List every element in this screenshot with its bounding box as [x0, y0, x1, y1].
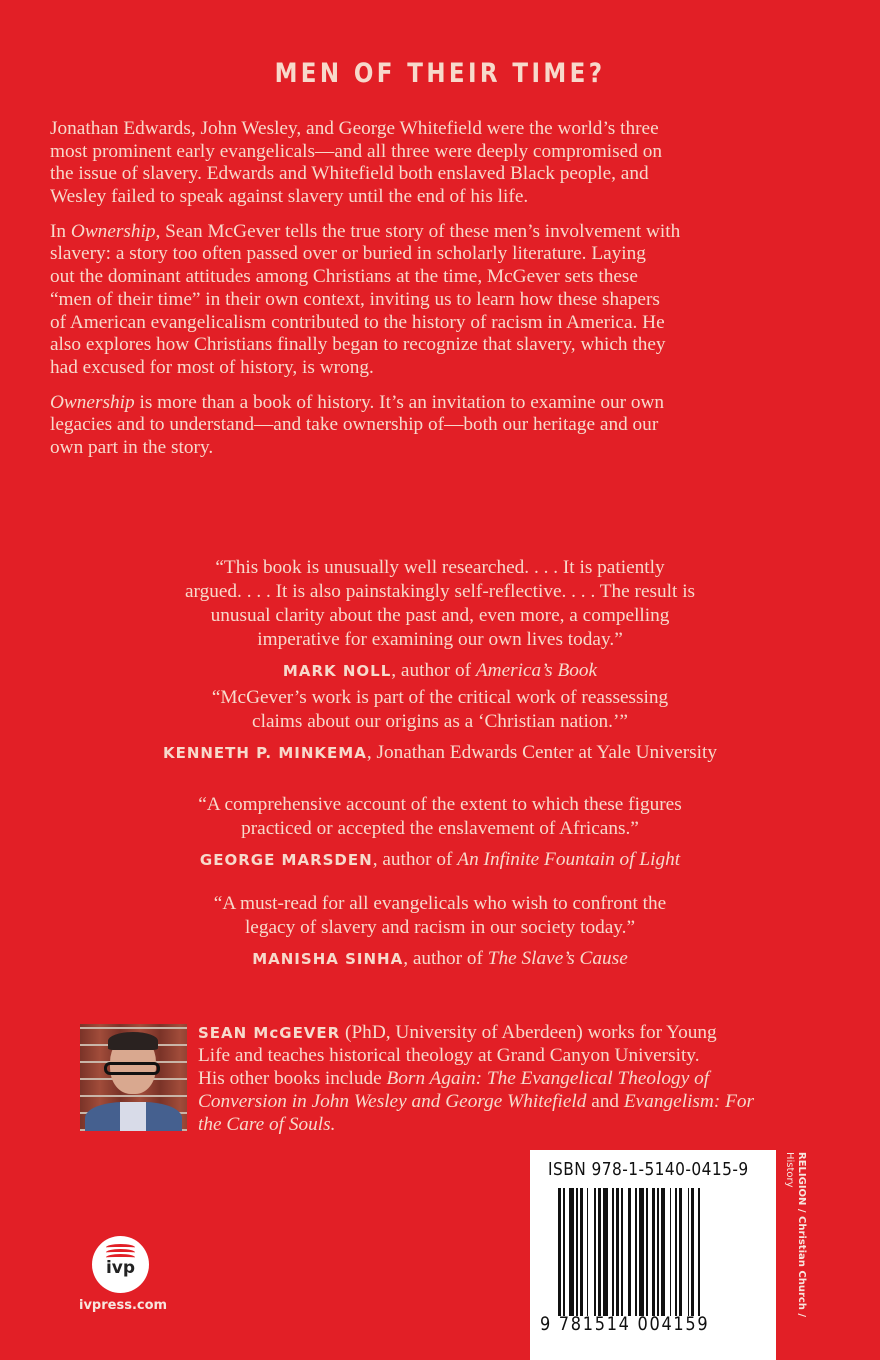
quote-line: imperative for examining our own lives today.”	[257, 629, 623, 650]
endorsement-quote	[0, 686, 880, 764]
endorsement-quote	[0, 793, 880, 871]
barcode-bar	[691, 1188, 694, 1316]
bio-line	[198, 1067, 838, 1090]
barcode-bar	[670, 1188, 672, 1316]
barcode-bar	[661, 1188, 666, 1316]
barcode-bar	[612, 1188, 614, 1316]
barcode-bar	[569, 1188, 574, 1316]
bio-line	[198, 1021, 838, 1044]
quote-line: claims about our origins as a ‘Christian nation.’”	[252, 711, 628, 732]
barcode-bar	[587, 1188, 589, 1316]
barcode-bar	[657, 1188, 659, 1316]
barcode-bar	[635, 1188, 637, 1316]
barcode-number: 9 781514 004159	[540, 1313, 710, 1335]
text-segment: His other books include	[198, 1068, 387, 1089]
text-line	[50, 414, 840, 437]
barcode-bar	[594, 1188, 596, 1316]
text-segment: out the dominant attitudes among Christians at the time, McGever sets these	[50, 266, 638, 288]
barcode-bar	[639, 1188, 644, 1316]
publisher-website[interactable]: ivpress.com	[79, 1298, 168, 1313]
quote-line: argued. . . . It is also painstakingly self-reflective. . . . The result is	[184, 581, 696, 602]
text-line	[50, 243, 840, 266]
text-segment: legacies and to understand—and take ownership of—both our heritage and our	[50, 414, 659, 436]
category-label	[783, 1152, 807, 1317]
endorser-name: GEORGE MARSDEN	[199, 851, 373, 869]
barcode-bar	[563, 1188, 565, 1316]
endorser-work: America’s Book	[475, 660, 598, 681]
author-name: SEAN McGEVER	[198, 1024, 341, 1042]
barcode-bar	[675, 1188, 677, 1316]
endorsement-quote	[0, 556, 880, 682]
blurb-paragraph	[50, 118, 840, 209]
quote-line: unusual clarity about the past and, even more, a compelling	[210, 605, 670, 626]
endorser-work: An Infinite Fountain of Light	[457, 849, 681, 870]
text-segment: (PhD, University of Aberdeen) works for Young	[340, 1022, 717, 1043]
quote-line: legacy of slavery and racism in our society today.”	[244, 917, 636, 938]
text-segment: Ownership	[70, 220, 156, 242]
quote-line: “McGever’s work is part of the critical work of reassessing	[211, 687, 669, 708]
category-line: History	[784, 1152, 795, 1188]
text-line	[50, 186, 840, 209]
author-photo	[80, 1024, 187, 1131]
text-segment: “men of their time” in their own context, inviting us to learn how these shapers	[50, 288, 660, 310]
text-segment: is more than a book of history. It’s an invitation to examine our own	[134, 391, 665, 413]
quote-line: “This book is unusually well researched. . . . It is patiently	[215, 557, 665, 578]
barcode-bar	[652, 1188, 655, 1316]
text-line	[50, 163, 840, 186]
logo-text: ivp	[105, 1258, 136, 1278]
quote-line: “A comprehensive account of the extent to which these figures	[198, 794, 682, 815]
text-segment: , Sean McGever tells the true story of these men’s involvement with	[155, 220, 681, 242]
barcode-bar	[688, 1188, 690, 1316]
text-segment: Evangelism: For	[623, 1091, 755, 1112]
barcode-bar	[576, 1188, 578, 1316]
barcode-bar	[621, 1188, 623, 1316]
text-line	[50, 392, 840, 415]
endorsement-quote	[0, 892, 880, 970]
text-segment: slavery: a story too often passed over or buried in scholarly literature. Laying	[50, 243, 646, 265]
isbn-label: ISBN 978-1-5140-0415-9	[548, 1160, 749, 1180]
endorser-role: , author of	[372, 849, 458, 870]
text-line	[50, 334, 840, 357]
text-segment: Born Again: The Evangelical Theology of	[386, 1068, 710, 1089]
quote-attribution	[0, 849, 880, 871]
barcode-bar	[580, 1188, 583, 1316]
barcode-icon	[558, 1188, 733, 1316]
text-line	[50, 118, 840, 141]
text-line	[50, 141, 840, 164]
author-bio	[198, 1021, 838, 1136]
quote-line: practiced or accepted the enslavement of Africans.”	[241, 818, 639, 839]
bio-line	[198, 1113, 838, 1136]
barcode-bar	[616, 1188, 619, 1316]
bio-line	[198, 1090, 838, 1113]
barcode-bar	[598, 1188, 601, 1316]
barcode-bar	[679, 1188, 682, 1316]
endorser-name: KENNETH P. MINKEMA	[162, 744, 367, 762]
blurb-paragraph	[50, 221, 840, 380]
barcode-box	[530, 1150, 776, 1360]
text-segment: had excused for most of history, is wrong.	[50, 356, 374, 378]
text-segment: own part in the story.	[50, 436, 214, 458]
text-segment: the Care of Souls.	[198, 1114, 336, 1135]
text-line	[50, 289, 840, 312]
text-segment: Life and teaches historical theology at Grand Canyon University.	[198, 1045, 700, 1066]
text-line	[50, 221, 840, 244]
text-segment: Wesley failed to speak against slavery until the end of his life.	[50, 186, 529, 208]
endorser-name: MARK NOLL	[282, 662, 392, 680]
text-segment: the issue of slavery. Edwards and Whitefield both enslaved Black people, and	[50, 163, 649, 185]
barcode-bar	[603, 1188, 608, 1316]
quote-attribution	[0, 660, 880, 682]
barcode-bar	[646, 1188, 648, 1316]
text-segment: also explores how Christians finally began to recognize that slavery, which they	[50, 334, 666, 356]
barcode-bar	[558, 1188, 561, 1316]
text-segment: most prominent early evangelicals—and all three were deeply compromised on	[50, 140, 662, 162]
ivp-logo	[92, 1236, 149, 1293]
text-line	[50, 437, 840, 460]
bio-line	[198, 1044, 838, 1067]
barcode-bar	[628, 1188, 631, 1316]
text-line	[50, 266, 840, 289]
text-segment: of American evangelicalism contributed to the history of racism in America. He	[50, 311, 665, 333]
quote-attribution	[0, 742, 880, 764]
text-line	[50, 357, 840, 380]
text-segment: and	[586, 1091, 624, 1112]
endorser-role: , Jonathan Edwards Center at Yale University	[366, 742, 718, 763]
endorser-role: , author of	[403, 948, 488, 969]
text-segment: In	[50, 220, 71, 242]
blurb-paragraph	[50, 392, 840, 460]
endorser-name: MANISHA SINHA	[252, 950, 404, 968]
cover-headline: MEN OF THEIR TIME?	[274, 58, 606, 89]
barcode-bar	[698, 1188, 700, 1316]
endorser-work: The Slave’s Cause	[487, 948, 628, 969]
text-line	[50, 312, 840, 335]
text-segment: Conversion in John Wesley and George Whitefield	[198, 1091, 587, 1112]
category-line: RELIGION / Christian Church /	[796, 1152, 807, 1318]
blurb	[50, 118, 840, 472]
quote-line: “A must-read for all evangelicals who wish to confront the	[213, 893, 667, 914]
quote-attribution	[0, 948, 880, 970]
text-segment: Jonathan Edwards, John Wesley, and George Whitefield were the world’s three	[50, 118, 659, 139]
text-segment: Ownership	[50, 391, 135, 413]
endorser-role: , author of	[391, 660, 476, 681]
